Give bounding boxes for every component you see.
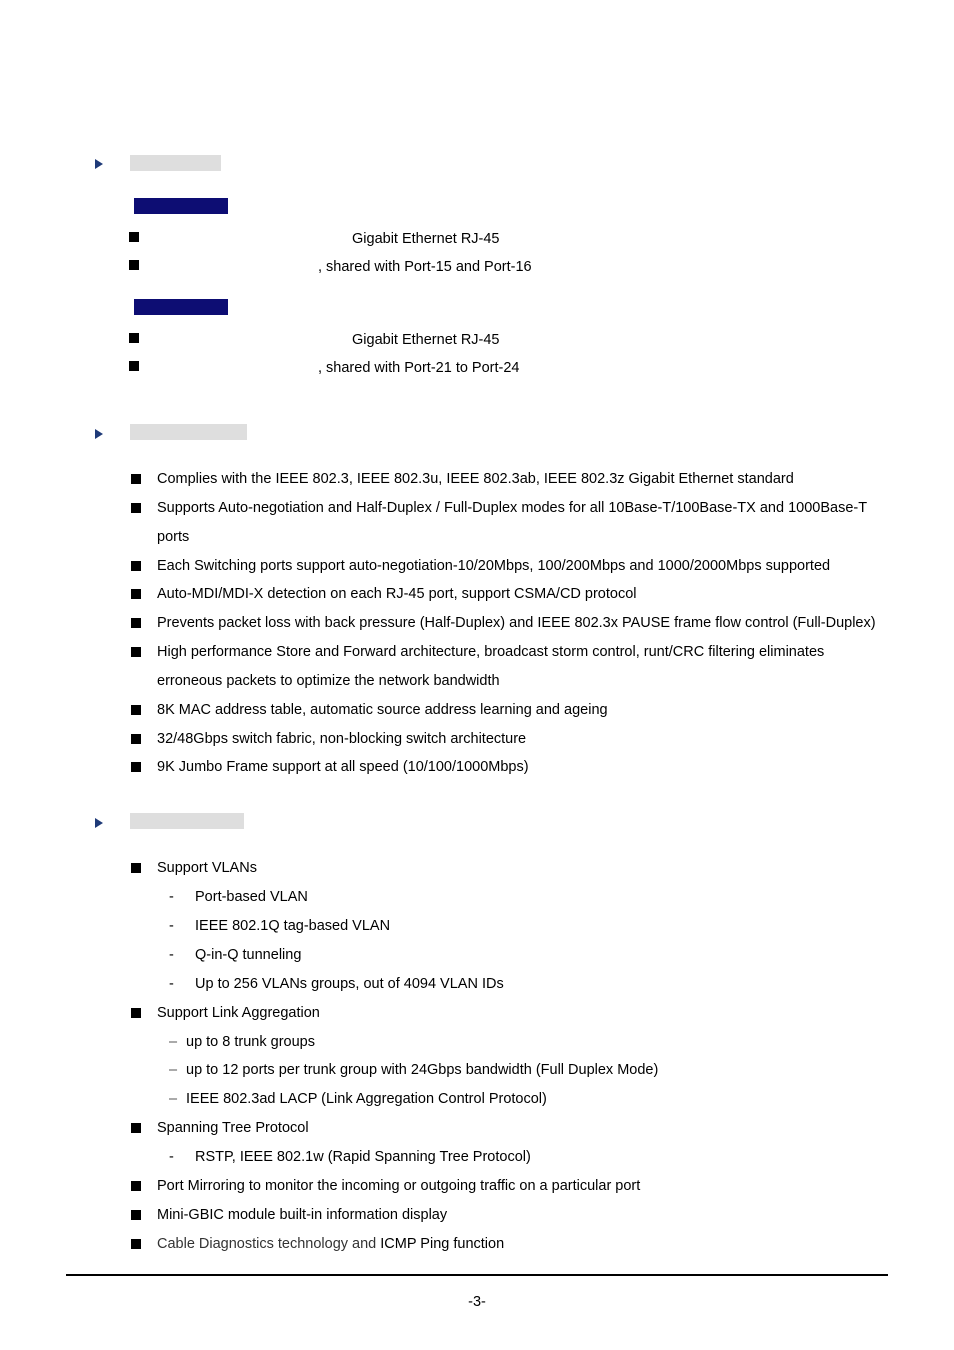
list-item: Support Link Aggregation (157, 1005, 320, 1021)
dash-bullet: – (169, 1062, 178, 1078)
sub-list-item: IEEE 802.1Q tag-based VLAN (195, 918, 391, 934)
spec-text: Gigabit Ethernet RJ-45 (352, 231, 500, 247)
dash-bullet: – (169, 1034, 178, 1050)
list-item-part: Cable Diagnostics technology and (157, 1236, 381, 1252)
list-item-continuation: ports (157, 529, 190, 545)
section-heading-redacted (130, 813, 244, 829)
section-bullet-icon (95, 159, 103, 169)
square-bullet-icon (131, 474, 141, 484)
subheading-redacted (134, 299, 228, 315)
sub-list-item: Q-in-Q tunneling (195, 947, 302, 963)
list-item: 32/48Gbps switch fabric, non-blocking switch architecture (157, 731, 527, 747)
dash-bullet: - (169, 918, 174, 934)
page-number: -3- (468, 1294, 486, 1310)
list-item: Port Mirroring to monitor the incoming or outgoing traffic on a particular port (157, 1178, 641, 1194)
sub-list-item: IEEE 802.3ad LACP (Link Aggregation Control Protocol) (186, 1091, 547, 1107)
dash-bullet: - (169, 1149, 174, 1165)
square-bullet-icon (131, 734, 141, 744)
list-item: Mini-GBIC module built-in information display (157, 1207, 448, 1223)
section-bullet-icon (95, 818, 103, 828)
square-bullet-icon (129, 361, 139, 371)
square-bullet-icon (129, 333, 139, 343)
sub-list-item: up to 8 trunk groups (186, 1034, 315, 1050)
sub-list-item: Port-based VLAN (195, 889, 308, 905)
subheading-redacted (134, 198, 228, 214)
square-bullet-icon (129, 260, 139, 270)
spec-text: Gigabit Ethernet RJ-45 (352, 332, 500, 348)
spec-text: , shared with Port-15 and Port-16 (318, 259, 532, 275)
square-bullet-icon (131, 1008, 141, 1018)
square-bullet-icon (131, 863, 141, 873)
section-bullet-icon (95, 429, 103, 439)
sub-list-item: up to 12 ports per trunk group with 24Gbps bandwidth (Full Duplex Mode) (186, 1062, 659, 1078)
square-bullet-icon (131, 1239, 141, 1249)
dash-bullet: - (169, 976, 174, 992)
square-bullet-icon (131, 762, 141, 772)
spec-text: , shared with Port-21 to Port-24 (318, 360, 520, 376)
list-item: Supports Auto-negotiation and Half-Duplex / Full-Duplex modes for all 10Base-T/100Base-TX and 1000Base-T (157, 500, 868, 516)
list-item: Prevents packet loss with back pressure (Half-Duplex) and IEEE 802.3x PAUSE frame flow control (Full-Duplex) (157, 615, 876, 631)
list-item: 9K Jumbo Frame support at all speed (10/100/1000Mbps) (157, 759, 529, 775)
dash-bullet: - (169, 889, 174, 905)
square-bullet-icon (131, 1181, 141, 1191)
list-item: High performance Store and Forward architecture, broadcast storm control, runt/CRC filtering eliminates (157, 644, 825, 660)
section-heading-redacted (130, 424, 247, 440)
list-item: Spanning Tree Protocol (157, 1120, 309, 1136)
section-heading-redacted (130, 155, 221, 171)
square-bullet-icon (131, 1123, 141, 1133)
footer-rule (66, 1274, 888, 1276)
square-bullet-icon (131, 1210, 141, 1220)
square-bullet-icon (131, 647, 141, 657)
list-item: Each Switching ports support auto-negotiation-10/20Mbps, 100/200Mbps and 1000/2000Mbps supported (157, 558, 831, 574)
list-item: Auto-MDI/MDI-X detection on each RJ-45 port, support CSMA/CD protocol (157, 586, 637, 602)
list-item: 8K MAC address table, automatic source address learning and ageing (157, 702, 608, 718)
square-bullet-icon (131, 618, 141, 628)
sub-list-item: Up to 256 VLANs groups, out of 4094 VLAN IDs (195, 976, 504, 992)
square-bullet-icon (131, 561, 141, 571)
dash-bullet: – (169, 1091, 178, 1107)
square-bullet-icon (131, 589, 141, 599)
list-item-continuation: erroneous packets to optimize the network bandwidth (157, 673, 500, 689)
square-bullet-icon (131, 503, 141, 513)
list-item: Complies with the IEEE 802.3, IEEE 802.3u, IEEE 802.3ab, IEEE 802.3z Gigabit Ethernet standard (157, 471, 794, 487)
list-item: Support VLANs (157, 860, 257, 876)
square-bullet-icon (129, 232, 139, 242)
list-item-part: ICMP Ping function (380, 1236, 505, 1252)
list-item (157, 1235, 504, 1253)
square-bullet-icon (131, 705, 141, 715)
dash-bullet: - (169, 947, 174, 963)
sub-list-item: RSTP, IEEE 802.1w (Rapid Spanning Tree Protocol) (195, 1149, 531, 1165)
